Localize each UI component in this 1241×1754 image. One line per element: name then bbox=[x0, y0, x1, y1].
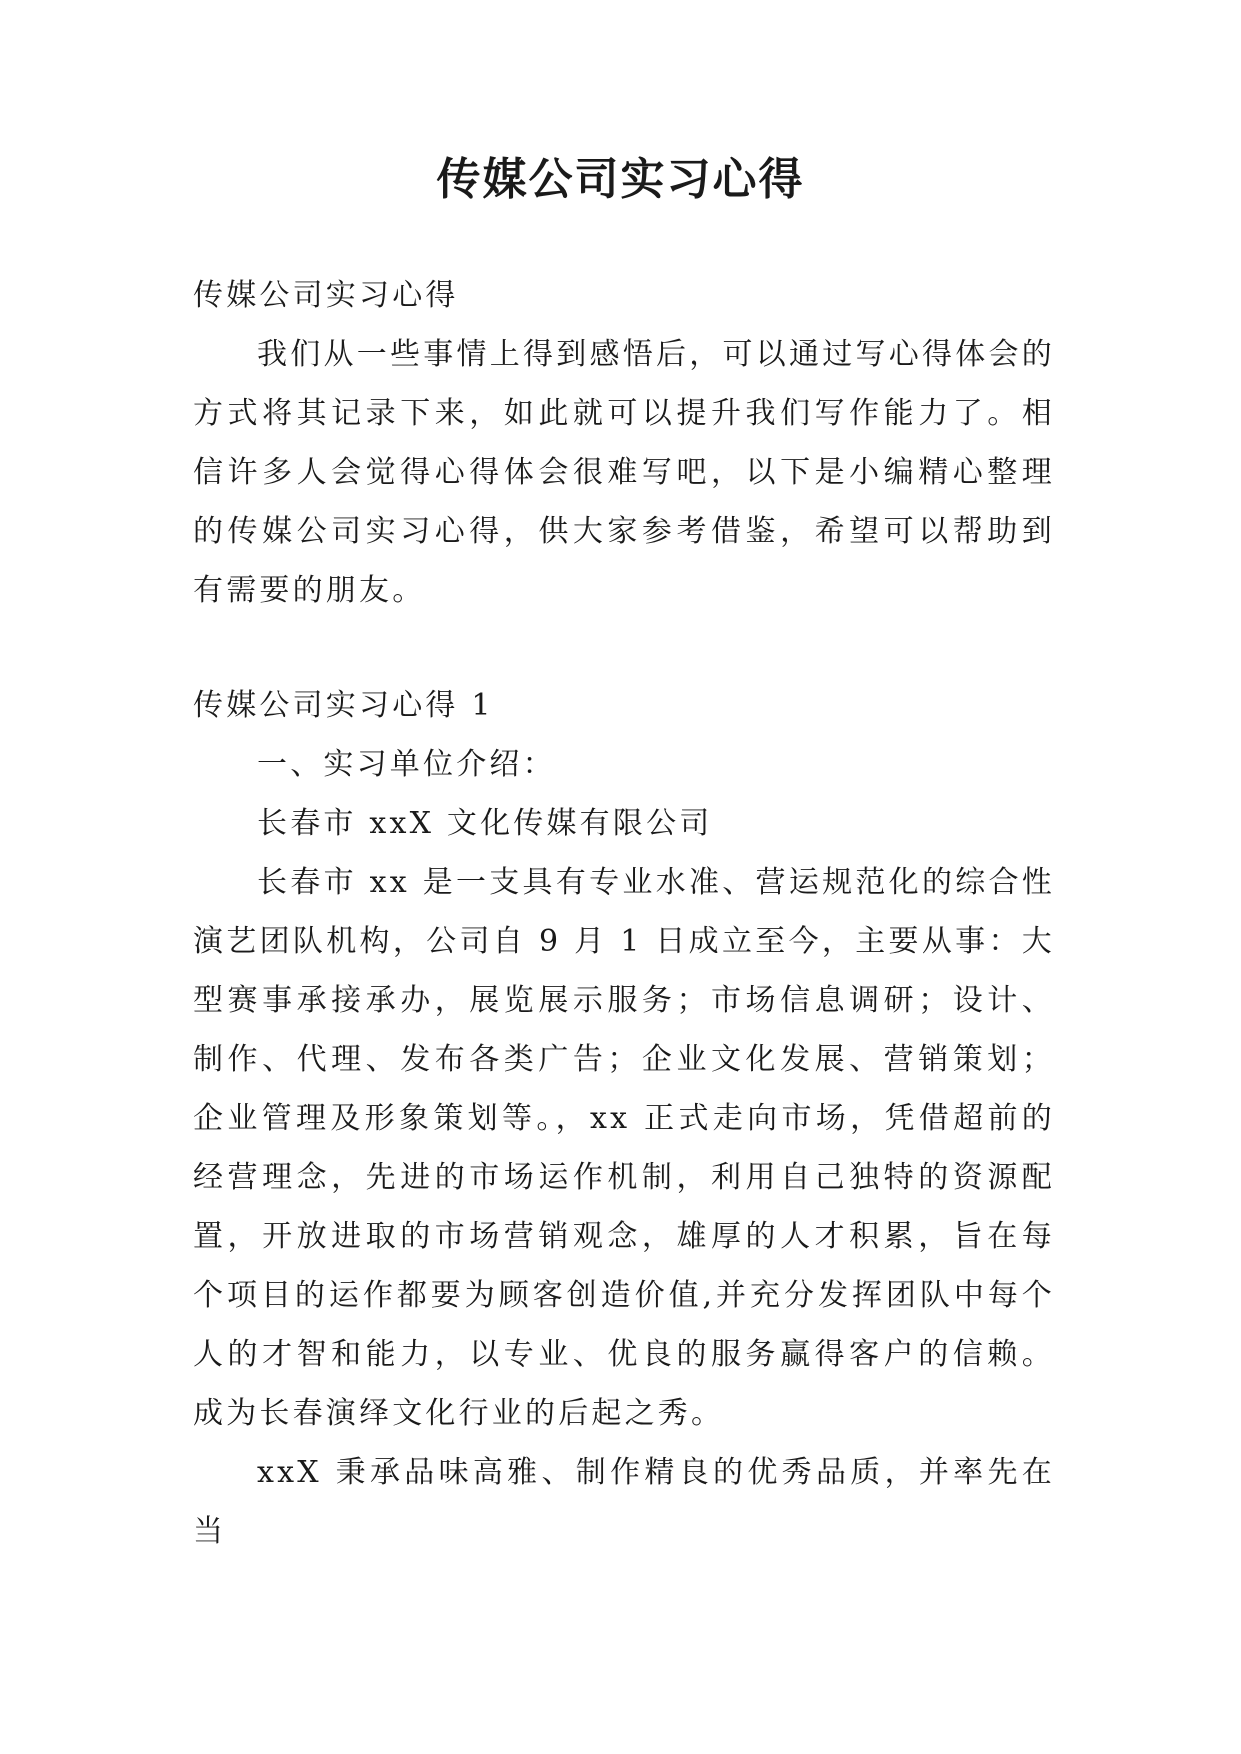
intro-section bbox=[193, 266, 1055, 620]
section-1-paragraph-1: 长春市 xx 是一支具有专业水准、营运规范化的综合性演艺团队机构，公司自 9 月 1 日成立至今，主要从事：大型赛事承接承办，展览展示服务；市场信息调研；设计、制作、代理、发布各类广告；企业文化发展、营销策划；企业管理及形象策划等。，xx 正式走向市场，凭借超前的经营理念，先进的市场运作机制，利用自己独特的资源配置，开放进取的市场营销观念，雄厚的人才积累，旨在每个项目的运作都要为顾客创造价值,并充分发挥团队中每个人的才智和能力，以专业、优良的服务赢得客户的信赖。成为长春演绎文化行业的后起之秀。 bbox=[193, 865, 1055, 1431]
section-1-paragraph-2: xxX 秉承品味高雅、制作精良的优秀品质，并率先在当 bbox=[193, 1455, 1055, 1549]
company-name: 长春市 xxX 文化传媒有限公司 bbox=[257, 806, 713, 841]
section-1 bbox=[193, 676, 1055, 1561]
section-1-heading: 传媒公司实习心得 1 bbox=[193, 688, 494, 723]
intro-paragraph: 我们从一些事情上得到感悟后，可以通过写心得体会的方式将其记录下来，如此就可以提升我们写作能力了。相信许多人会觉得心得体会很难写吧，以下是小编精心整理的传媒公司实习心得，供大家参考借鉴，希望可以帮助到有需要的朋友。 bbox=[193, 337, 1055, 608]
document-title: 传媒公司实习心得 bbox=[436, 154, 805, 205]
section-1-item-1: 一、实习单位介绍： bbox=[257, 747, 556, 782]
intro-heading: 传媒公司实习心得 bbox=[193, 278, 459, 313]
